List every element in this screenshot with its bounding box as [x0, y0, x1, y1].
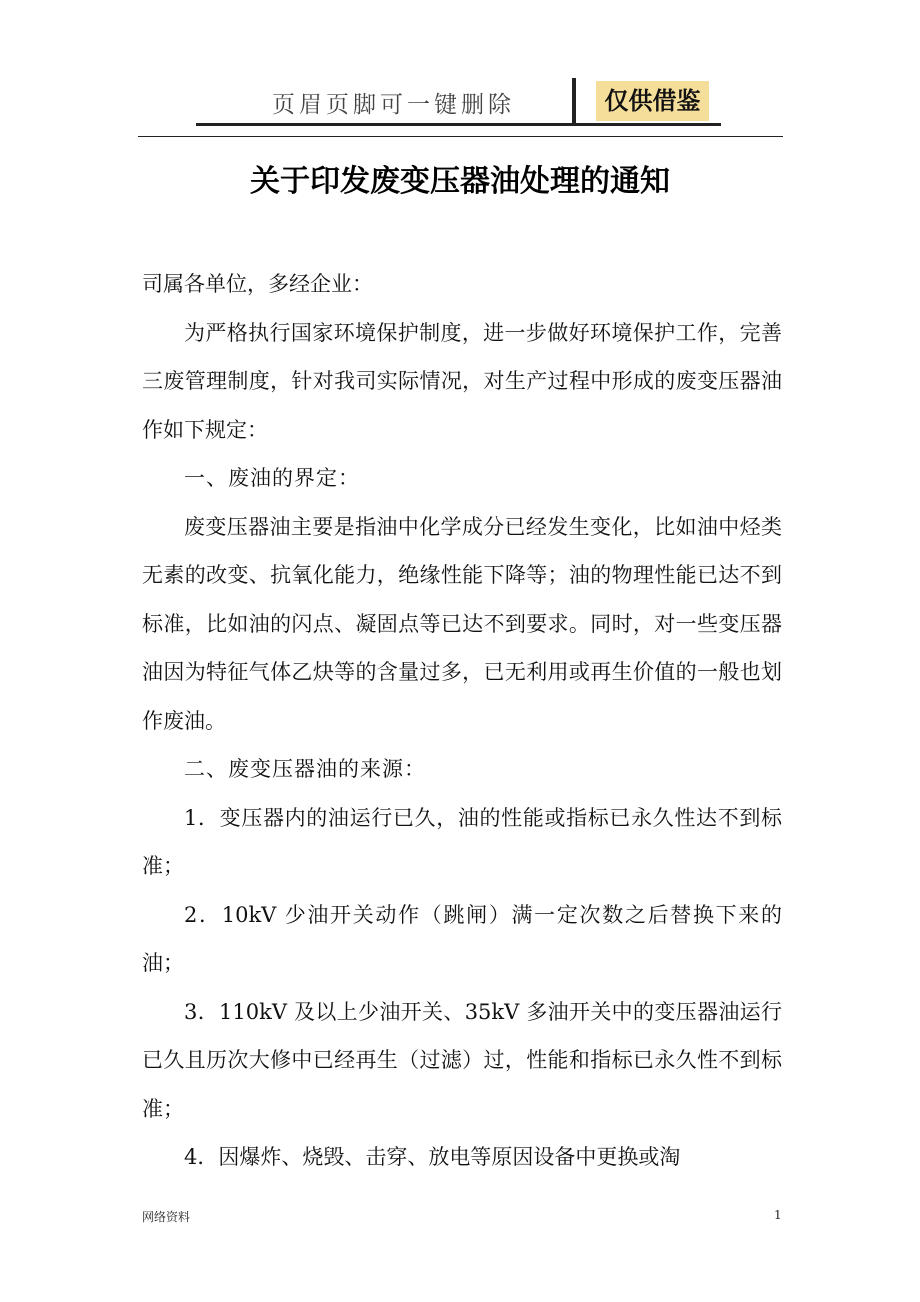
section1-paragraph: 废变压器油主要是指油中化学成分已经发生变化，比如油中烃类无素的改变、抗氧化能力，绝缘性能下降等；油的物理性能已达不到标准，比如油的闪点、凝固点等已达不到要求。同时，对一些变压器油因为特征气体乙炔等的含量过多，已无利用或再生价值的一般也划作废油。 — [142, 514, 782, 733]
list-item: 2．10kV 少油开关动作（跳闸）满一定次数之后替换下来的油； — [142, 902, 782, 975]
header-stamp: 仅供借鉴 — [596, 81, 709, 121]
header-watermark-text: 页眉页脚可一键删除 — [272, 92, 515, 118]
header-rule — [138, 136, 783, 137]
page-number: 1 — [774, 1208, 782, 1222]
document-title: 关于印发废变压器油处理的通知 — [250, 164, 670, 199]
list-item: 1．变压器内的油运行已久，油的性能或指标已永久性达不到标准； — [142, 805, 782, 878]
section1-heading: 一、废油的界定： — [184, 466, 360, 490]
list-item: 3．110kV 及以上少油开关、35kV 多油开关中的变压器油运行已久且历次大修中已经再生（过滤）过，性能和指标已永久性不到标准； — [142, 999, 782, 1121]
header-underline — [196, 123, 721, 126]
list-item: 4．因爆炸、烧毁、击穿、放电等原因设备中更换或淘 — [184, 1145, 681, 1169]
salutation: 司属各单位，多经企业： — [142, 272, 373, 296]
footer-label: 网络资料 — [142, 1210, 191, 1224]
document-body — [142, 260, 782, 1182]
header-banner — [196, 78, 721, 124]
header-vertical-divider — [572, 78, 576, 124]
section2-heading: 二、废变压器油的来源： — [184, 757, 426, 781]
intro-paragraph: 为严格执行国家环境保护制度，进一步做好环境保护工作，完善三废管理制度，针对我司实际情况，对生产过程中形成的废变压器油作如下规定： — [142, 320, 782, 442]
